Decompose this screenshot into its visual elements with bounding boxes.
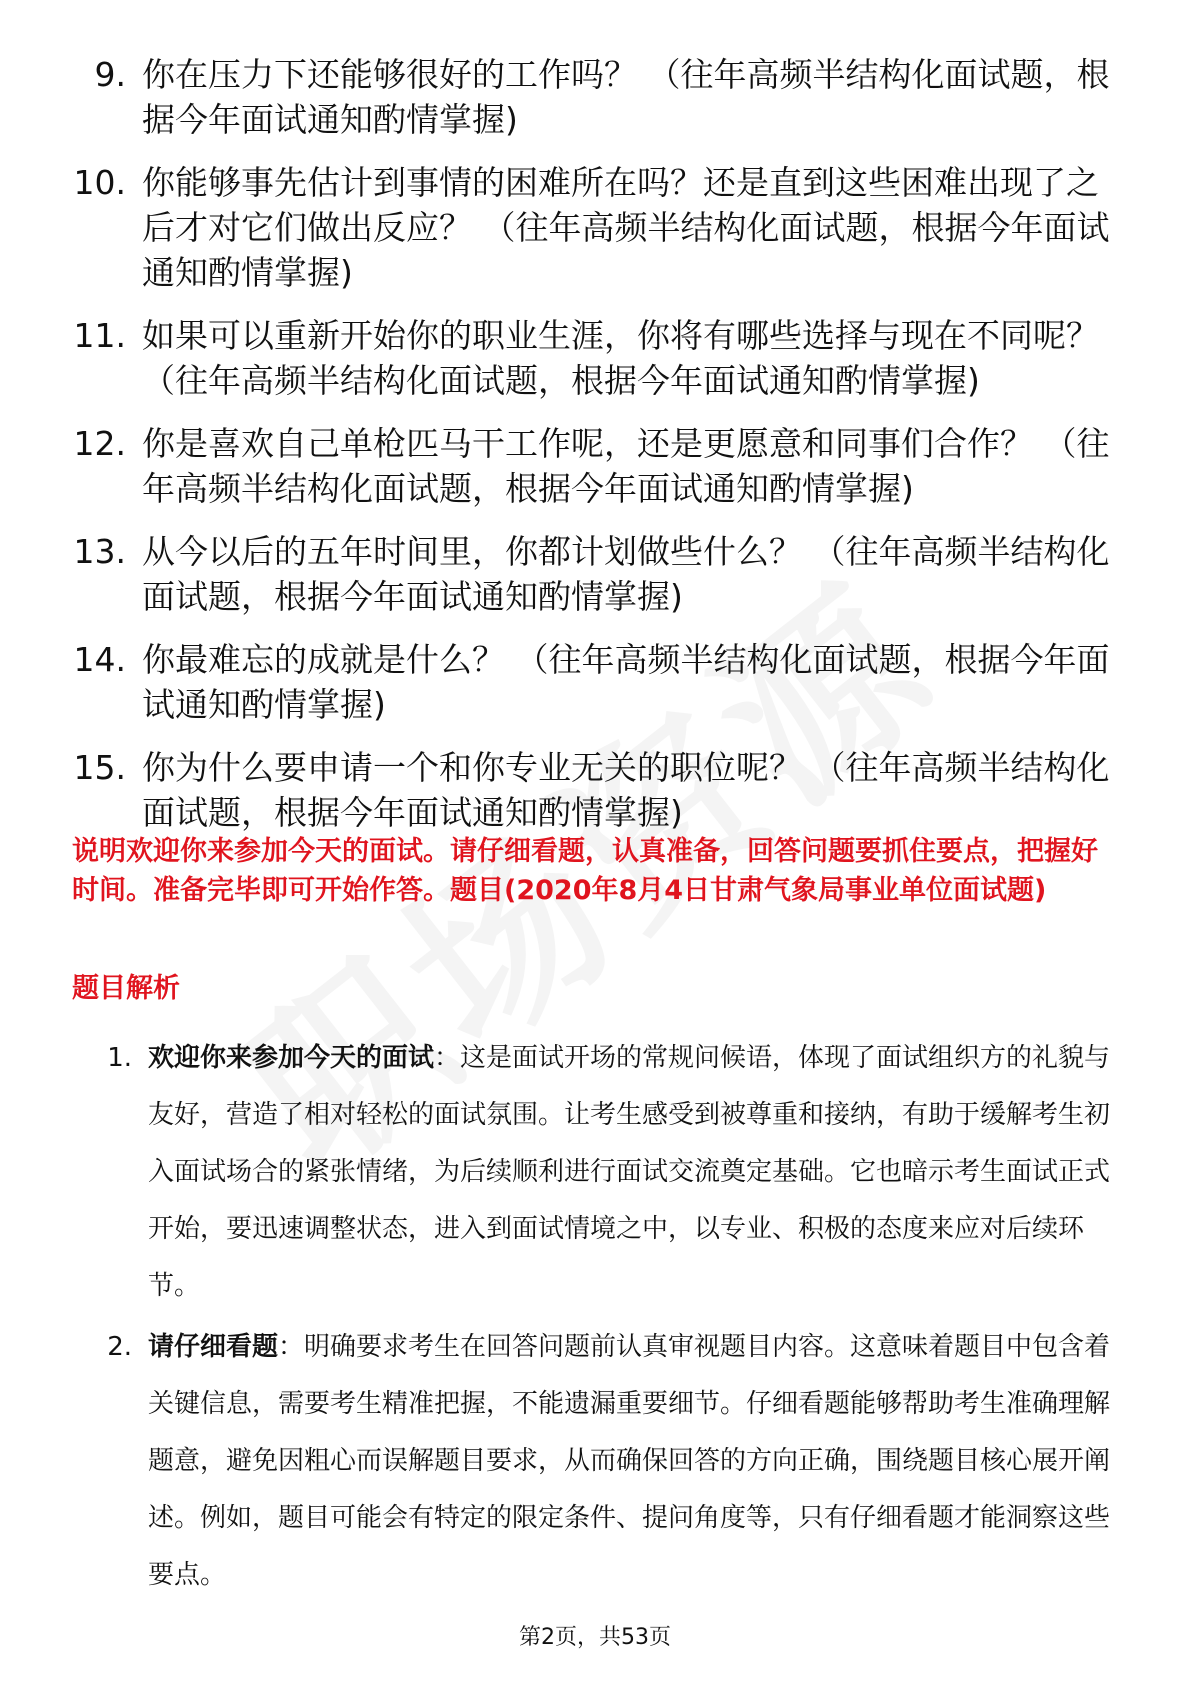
analysis-text: 这是面试开场的常规问候语，体现了面试组织方的礼貌与友好，营造了相对轻松的面试氛围。让考生感受到被尊重和接纳，有助于缓解考生初入面试场合的紧张情绪，为后续顺利进行面试交流奠定基础。它也暗示考生面试正式开始，要迅速调整状态，进入到面试情境之中，以专业、积极的态度来应对后续环节。	[148, 1043, 1111, 1301]
question-item	[68, 52, 1128, 142]
page-footer: 第2页，共53页	[519, 1625, 671, 1650]
question-item	[68, 745, 1128, 835]
analysis-text: 明确要求考生在回答问题前认真审视题目内容。这意味着题目中包含着关键信息，需要考生精准把握，不能遗漏重要细节。仔细看题能够帮助考生准确理解题意，避免因粗心而误解题目要求，从而确保回答的方向正确，围绕题目核心展开阐述。例如，题目可能会有特定的限定条件、提问角度等，只有仔细看题才能洞察这些要点。	[148, 1332, 1111, 1590]
question-text: 你能够事先估计到事情的困难所在吗？还是直到这些困难出现了之后才对它们做出反应？ （往年高频半结构化面试题，根据今年面试通知酌情掌握)	[142, 163, 1110, 292]
question-item	[68, 313, 1128, 403]
question-text: 你是喜欢自己单枪匹马干工作呢，还是更愿意和同事们合作？ （往年高频半结构化面试题，根据今年面试通知酌情掌握)	[142, 424, 1110, 508]
analysis-item	[72, 1319, 1122, 1604]
analysis-list	[72, 1030, 1122, 1608]
analysis-separator: ：	[434, 1043, 461, 1073]
analysis-number: 1.	[107, 1043, 132, 1073]
question-list	[68, 52, 1128, 853]
question-text: 从今以后的五年时间里，你都计划做些什么？ （往年高频半结构化面试题，根据今年面试通知酌情掌握)	[142, 532, 1110, 616]
analysis-body	[132, 1030, 1122, 1315]
question-text: 你最难忘的成就是什么？ （往年高频半结构化面试题，根据今年面试通知酌情掌握)	[142, 640, 1110, 724]
analysis-term: 欢迎你来参加今天的面试	[148, 1043, 435, 1073]
question-number: 14.	[73, 640, 126, 679]
analysis-item	[72, 1030, 1122, 1315]
question-text: 你在压力下还能够很好的工作吗？ （往年高频半结构化面试题，根据今年面试通知酌情掌握)	[142, 55, 1110, 139]
analysis-separator: ：	[278, 1332, 305, 1362]
question-number: 10.	[73, 163, 126, 202]
analysis-body	[132, 1319, 1122, 1604]
question-item	[68, 637, 1128, 727]
analysis-number: 2.	[107, 1332, 132, 1362]
question-number: 13.	[73, 532, 126, 571]
question-item	[68, 160, 1128, 295]
question-item	[68, 529, 1128, 619]
question-text: 你为什么要申请一个和你专业无关的职位呢？ （往年高频半结构化面试题，根据今年面试通知酌情掌握)	[142, 748, 1110, 832]
section-title: 题目解析	[72, 973, 180, 1004]
question-number: 11.	[73, 316, 126, 355]
question-number: 15.	[73, 748, 126, 787]
question-text: 如果可以重新开始你的职业生涯，你将有哪些选择与现在不同呢？ （往年高频半结构化面试题，根据今年面试通知酌情掌握)	[142, 316, 1099, 400]
question-number: 12.	[73, 424, 126, 463]
analysis-term: 请仔细看题	[148, 1332, 279, 1362]
question-item	[68, 421, 1128, 511]
instruction-note: 说明欢迎你来参加今天的面试。请仔细看题，认真准备，回答问题要抓住要点，把握好时间。准备完毕即可开始作答。题目(2020年8月4日甘肃气象局事业单位面试题)	[72, 836, 1098, 906]
question-number: 9.	[94, 55, 126, 94]
